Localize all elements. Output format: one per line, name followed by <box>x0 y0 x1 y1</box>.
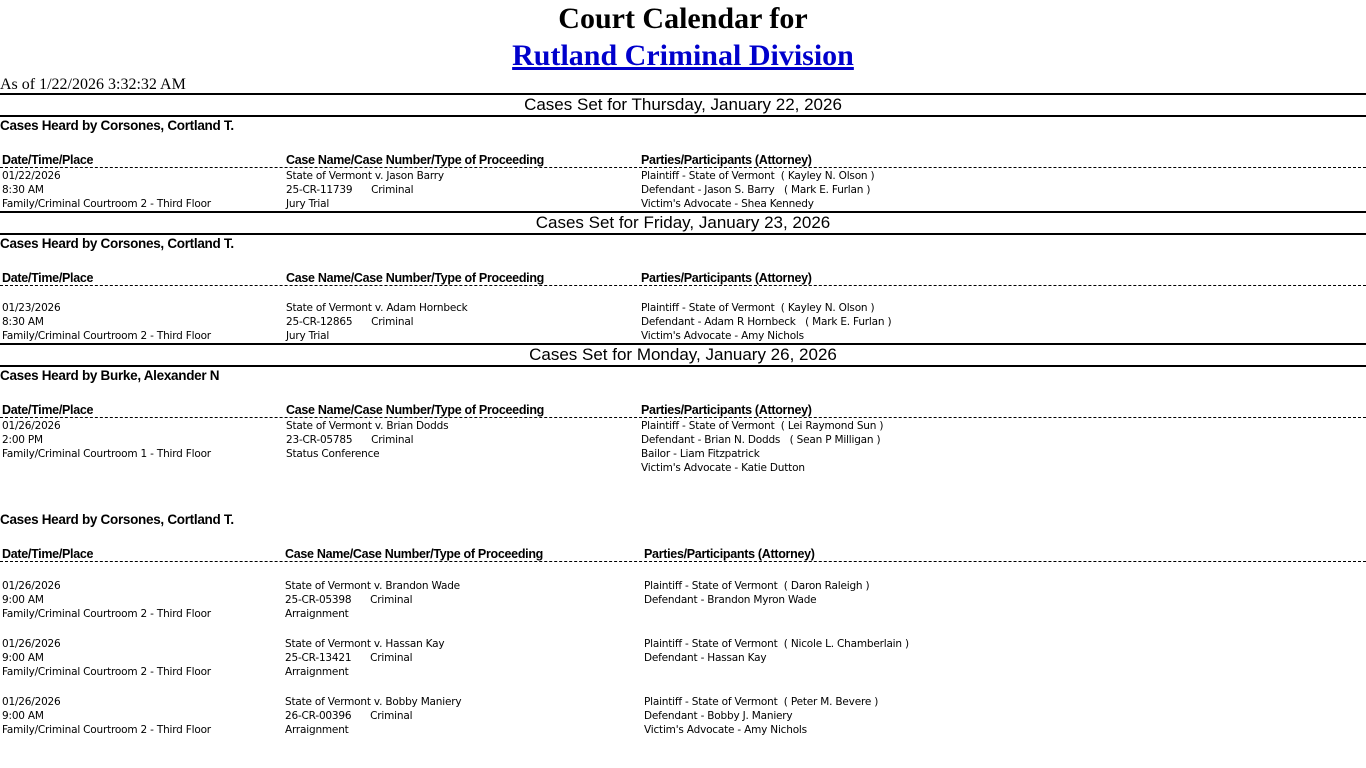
case-number: 25-CR-12865 Criminal <box>286 316 414 328</box>
col-case-header: Case Name/Case Number/Type of Proceeding <box>286 403 544 417</box>
case-time: 8:30 AM <box>2 316 44 328</box>
col-parties-header: Parties/Participants (Attorney) <box>644 547 815 561</box>
column-headers <box>0 403 1366 418</box>
proceeding-type: Jury Trial <box>286 330 330 342</box>
case-row <box>0 419 1366 475</box>
division-link[interactable]: Rutland Criminal Division <box>512 39 854 72</box>
date-time-place <box>2 579 211 621</box>
proceeding-type: Arraignment <box>285 666 349 678</box>
col-case-header: Case Name/Case Number/Type of Proceeding <box>285 547 543 561</box>
case-date: 01/26/2026 <box>2 638 61 650</box>
case-name: State of Vermont v. Bobby Maniery <box>285 696 462 708</box>
party: Plaintiff - State of Vermont ( Kayley N. Olson ) <box>641 170 875 182</box>
proceeding-type: Arraignment <box>285 608 349 620</box>
case-row <box>0 637 1366 679</box>
day-heading: Cases Set for Friday, January 23, 2026 <box>0 211 1366 235</box>
party: Victim's Advocate - Shea Kennedy <box>641 198 814 210</box>
case-time: 8:30 AM <box>2 184 44 196</box>
judge-heading: Cases Heard by Corsones, Cortland T. <box>0 236 234 251</box>
party: Plaintiff - State of Vermont ( Nicole L. Chamberlain ) <box>644 638 909 650</box>
case-info <box>285 695 461 737</box>
col-parties-header: Parties/Participants (Attorney) <box>641 271 812 285</box>
case-row <box>0 301 1366 343</box>
parties <box>641 419 883 475</box>
col-parties-header: Parties/Participants (Attorney) <box>641 153 812 167</box>
page-title <box>0 0 1366 74</box>
case-time: 9:00 AM <box>2 594 44 606</box>
day-section-friday <box>0 211 1366 343</box>
party: Defendant - Hassan Kay <box>644 652 767 664</box>
case-name: State of Vermont v. Hassan Kay <box>285 638 445 650</box>
case-place: Family/Criminal Courtroom 2 - Third Floor <box>2 666 211 678</box>
case-number: 25-CR-13421 Criminal <box>285 652 413 664</box>
case-info <box>285 637 444 679</box>
date-time-place <box>2 419 211 461</box>
proceeding-type: Status Conference <box>286 448 380 460</box>
col-date-header: Date/Time/Place <box>2 547 94 561</box>
date-time-place <box>2 169 211 211</box>
party: Defendant - Jason S. Barry ( Mark E. Furlan ) <box>641 184 871 196</box>
case-info <box>286 169 444 211</box>
case-date: 01/22/2026 <box>2 170 61 182</box>
party: Victim's Advocate - Amy Nichols <box>644 724 807 736</box>
case-time: 9:00 AM <box>2 652 44 664</box>
column-headers <box>0 547 1366 562</box>
date-time-place <box>2 637 211 679</box>
column-headers <box>0 153 1366 168</box>
day-section-thursday <box>0 93 1366 211</box>
proceeding-type: Jury Trial <box>286 198 330 210</box>
col-date-header: Date/Time/Place <box>2 271 94 285</box>
case-date: 01/26/2026 <box>2 696 61 708</box>
party: Defendant - Brian N. Dodds ( Sean P Milligan ) <box>641 434 881 446</box>
party: Plaintiff - State of Vermont ( Lei Raymond Sun ) <box>641 420 884 432</box>
col-case-header: Case Name/Case Number/Type of Proceeding <box>286 271 544 285</box>
case-row <box>0 169 1366 211</box>
judge-heading: Cases Heard by Corsones, Cortland T. <box>0 512 234 527</box>
case-name: State of Vermont v. Brian Dodds <box>286 420 449 432</box>
column-headers <box>0 271 1366 286</box>
case-name: State of Vermont v. Jason Barry <box>286 170 444 182</box>
col-case-header: Case Name/Case Number/Type of Proceeding <box>286 153 544 167</box>
case-row <box>0 579 1366 621</box>
judge-heading: Cases Heard by Corsones, Cortland T. <box>0 118 234 133</box>
date-time-place <box>2 301 211 343</box>
proceeding-type: Arraignment <box>285 724 349 736</box>
case-time: 9:00 AM <box>2 710 44 722</box>
case-place: Family/Criminal Courtroom 2 - Third Floor <box>2 724 211 736</box>
party: Plaintiff - State of Vermont ( Daron Raleigh ) <box>644 580 870 592</box>
case-place: Family/Criminal Courtroom 2 - Third Floor <box>2 330 211 342</box>
party: Plaintiff - State of Vermont ( Peter M. Bevere ) <box>644 696 879 708</box>
case-number: 25-CR-11739 Criminal <box>286 184 414 196</box>
case-row <box>0 695 1366 737</box>
case-name: State of Vermont v. Brandon Wade <box>285 580 460 592</box>
case-date: 01/26/2026 <box>2 420 61 432</box>
party: Defendant - Bobby J. Maniery <box>644 710 793 722</box>
case-date: 01/26/2026 <box>2 580 61 592</box>
case-info <box>285 579 460 621</box>
parties <box>644 637 909 665</box>
title-text: Court Calendar for <box>558 2 808 35</box>
case-info <box>286 419 448 461</box>
col-parties-header: Parties/Participants (Attorney) <box>641 403 812 417</box>
case-name: State of Vermont v. Adam Hornbeck <box>286 302 468 314</box>
day-section-monday <box>0 343 1366 737</box>
parties <box>644 695 878 737</box>
parties <box>641 169 874 211</box>
party: Bailor - Liam Fitzpatrick <box>641 448 760 460</box>
as-of-timestamp: As of 1/22/2026 3:32:32 AM <box>0 76 186 93</box>
case-number: 23-CR-05785 Criminal <box>286 434 414 446</box>
judge-heading: Cases Heard by Burke, Alexander N <box>0 368 220 383</box>
case-place: Family/Criminal Courtroom 1 - Third Floor <box>2 448 211 460</box>
case-date: 01/23/2026 <box>2 302 61 314</box>
party: Victim's Advocate - Amy Nichols <box>641 330 804 342</box>
case-time: 2:00 PM <box>2 434 43 446</box>
day-heading: Cases Set for Monday, January 26, 2026 <box>0 343 1366 367</box>
case-number: 26-CR-00396 Criminal <box>285 710 413 722</box>
parties <box>641 301 891 343</box>
party: Defendant - Brandon Myron Wade <box>644 594 817 606</box>
parties <box>644 579 869 607</box>
day-heading: Cases Set for Thursday, January 22, 2026 <box>0 93 1366 117</box>
case-place: Family/Criminal Courtroom 2 - Third Floor <box>2 608 211 620</box>
party: Victim's Advocate - Katie Dutton <box>641 462 805 474</box>
case-place: Family/Criminal Courtroom 2 - Third Floor <box>2 198 211 210</box>
party: Defendant - Adam R Hornbeck ( Mark E. Furlan ) <box>641 316 892 328</box>
col-date-header: Date/Time/Place <box>2 403 94 417</box>
case-number: 25-CR-05398 Criminal <box>285 594 413 606</box>
case-info <box>286 301 468 343</box>
party: Plaintiff - State of Vermont ( Kayley N. Olson ) <box>641 302 875 314</box>
col-date-header: Date/Time/Place <box>2 153 94 167</box>
date-time-place <box>2 695 211 737</box>
